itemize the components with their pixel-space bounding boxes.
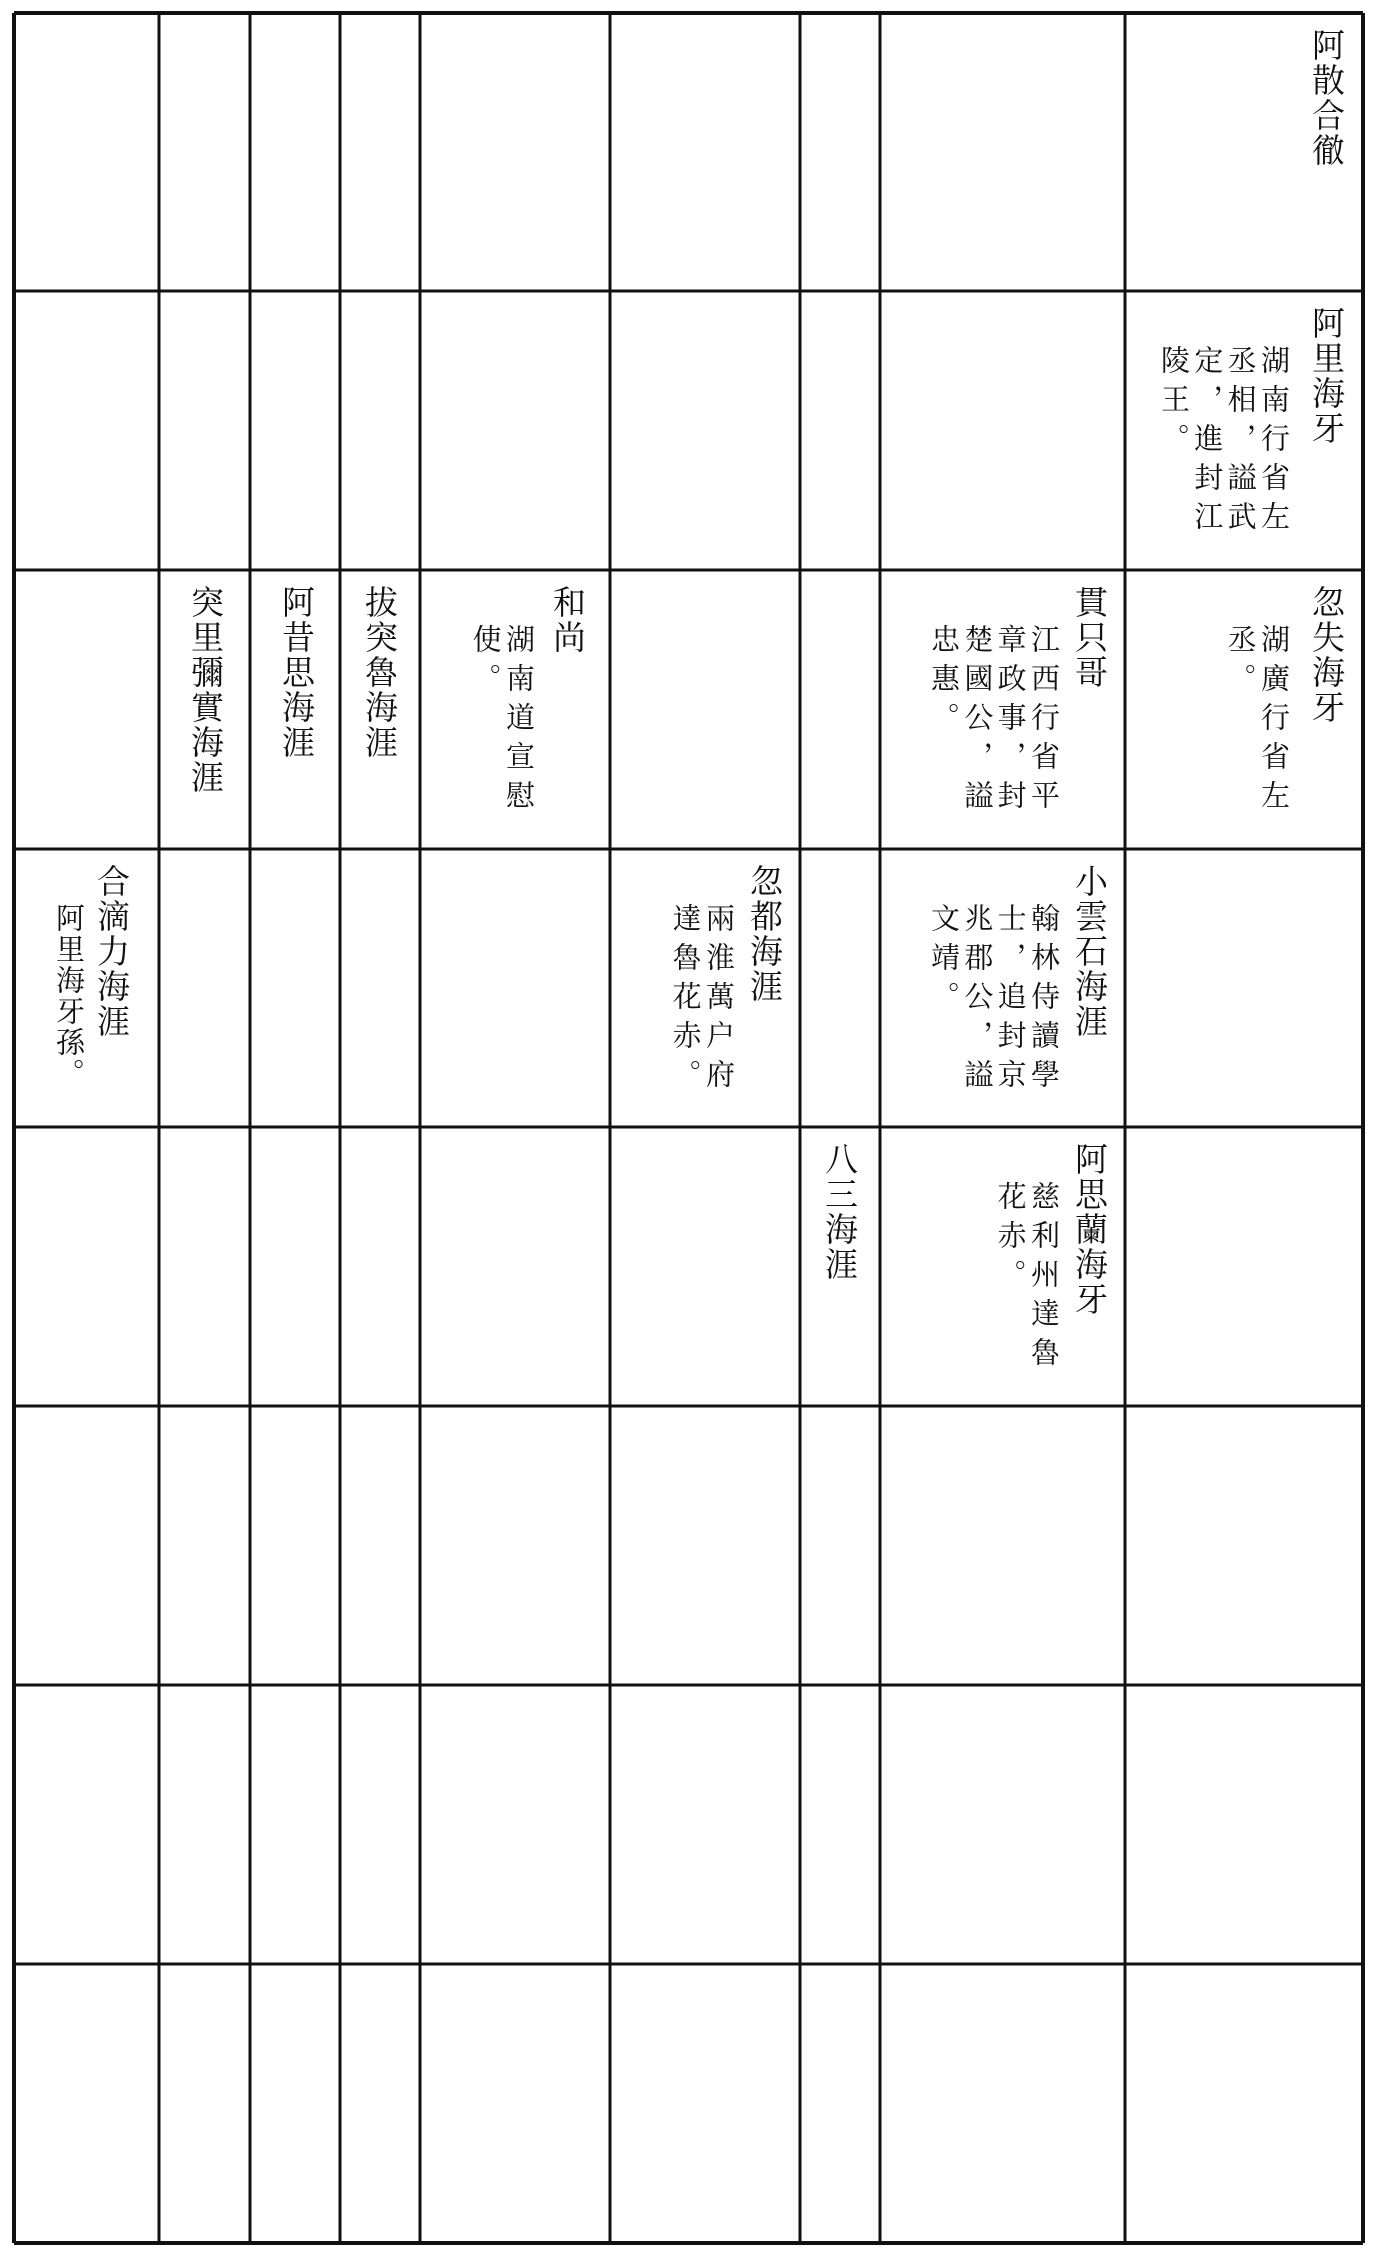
entry-name: 阿里海牙 bbox=[1306, 306, 1346, 446]
entry-name: 忽失海牙 bbox=[1306, 585, 1346, 725]
entry-note: 湖南道宣慰使。 bbox=[468, 624, 536, 819]
entry-name: 八三海涯 bbox=[819, 1142, 859, 1282]
entry-name: 合滴力海涯 bbox=[91, 864, 131, 1039]
entry-note: 慈利州達魯花赤。 bbox=[993, 1181, 1061, 1376]
entry-name: 阿思蘭海牙 bbox=[1069, 1142, 1109, 1317]
entry-name: 拔突魯海涯 bbox=[359, 585, 399, 760]
entry-name: 和尚 bbox=[547, 585, 587, 655]
entry-note: 翰林侍讀學士，追封京兆郡公，謚文靖。 bbox=[926, 903, 1061, 1098]
entry-name: 小雲石海涯 bbox=[1069, 864, 1109, 1039]
entry-note: 兩淮萬户府達魯花赤。 bbox=[668, 903, 736, 1098]
entry-name: 阿散合徹 bbox=[1306, 28, 1346, 168]
entry-note: 阿里海牙孫。 bbox=[52, 903, 86, 1089]
entry-name: 忽都海涯 bbox=[744, 864, 784, 1004]
entry-note: 湖南行省左丞相，謚武定，進封江陵王。 bbox=[1156, 345, 1291, 540]
entry-note: 湖廣行省左丞。 bbox=[1223, 624, 1291, 819]
entry-name: 貫只哥 bbox=[1069, 585, 1109, 690]
entry-name: 突里彌實海涯 bbox=[185, 585, 225, 795]
entry-name: 阿昔思海涯 bbox=[276, 585, 316, 760]
entry-note: 江西行省平章政事，封楚國公，謚忠惠。 bbox=[926, 624, 1061, 819]
